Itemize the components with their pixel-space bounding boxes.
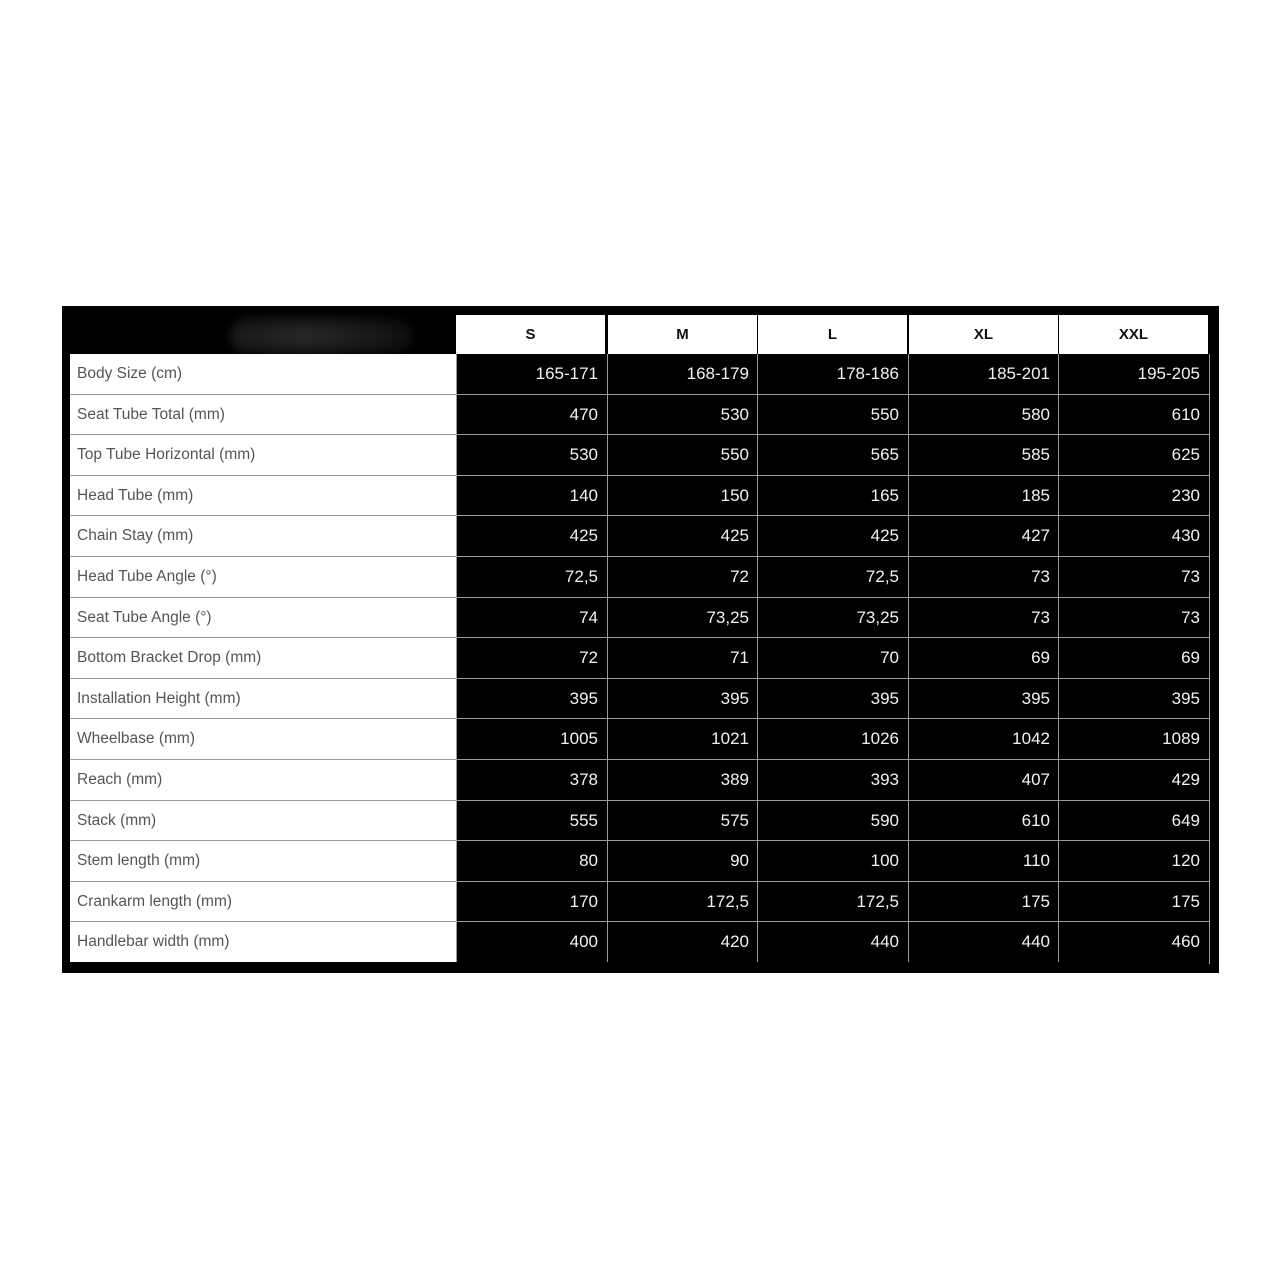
value-cell-s: 400 [456,922,606,962]
row-divider [70,434,1210,435]
row-label: Crankarm length (mm) [70,882,456,922]
value-cell-l: 70 [757,638,907,678]
value-cell-xl: 610 [908,801,1058,841]
size-header-xl: XL [909,315,1058,354]
table-row [70,679,1210,719]
size-header-xxl: XXL [1059,315,1208,354]
row-divider [70,800,1210,801]
value-cell-xl: 580 [908,395,1058,435]
value-cell-xl: 69 [908,638,1058,678]
table-row [70,435,1210,475]
value-cell-xl: 175 [908,882,1058,922]
row-label: Head Tube (mm) [70,476,456,516]
value-cell-xxl: 610 [1058,395,1208,435]
value-cell-l: 100 [757,841,907,881]
size-header-s: S [456,315,605,354]
value-cell-xl: 395 [908,679,1058,719]
table-row [70,395,1210,435]
value-cell-xl: 73 [908,598,1058,638]
row-divider [70,718,1210,719]
value-cell-s: 140 [456,476,606,516]
value-cell-m: 71 [607,638,757,678]
value-cell-l: 178-186 [757,354,907,394]
value-cell-s: 470 [456,395,606,435]
value-cell-xxl: 230 [1058,476,1208,516]
row-divider [70,840,1210,841]
row-label: Stack (mm) [70,801,456,841]
value-cell-xxl: 395 [1058,679,1208,719]
row-label: Seat Tube Angle (°) [70,598,456,638]
value-cell-l: 165 [757,476,907,516]
value-cell-m: 530 [607,395,757,435]
table-row [70,882,1210,922]
table-row [70,922,1210,962]
row-label: Wheelbase (mm) [70,719,456,759]
value-cell-xxl: 429 [1058,760,1208,800]
row-divider [70,475,1210,476]
row-divider [70,394,1210,395]
table-row [70,516,1210,556]
value-cell-l: 395 [757,679,907,719]
value-cell-s: 425 [456,516,606,556]
size-header-l: L [758,315,907,354]
table-row [70,598,1210,638]
table-right-edge [1209,354,1210,964]
row-divider [70,515,1210,516]
value-cell-m: 395 [607,679,757,719]
value-cell-l: 550 [757,395,907,435]
geometry-table [62,306,1219,973]
value-cell-s: 72,5 [456,557,606,597]
value-cell-s: 530 [456,435,606,475]
value-cell-l: 73,25 [757,598,907,638]
value-cell-m: 72 [607,557,757,597]
value-cell-xl: 427 [908,516,1058,556]
value-cell-s: 170 [456,882,606,922]
value-cell-m: 73,25 [607,598,757,638]
row-label: Bottom Bracket Drop (mm) [70,638,456,678]
value-cell-s: 72 [456,638,606,678]
row-divider [70,921,1210,922]
value-cell-m: 575 [607,801,757,841]
value-cell-xl: 73 [908,557,1058,597]
value-cell-xxl: 69 [1058,638,1208,678]
value-cell-s: 165-171 [456,354,606,394]
row-label: Top Tube Horizontal (mm) [70,435,456,475]
table-row [70,557,1210,597]
value-cell-xxl: 195-205 [1058,354,1208,394]
value-cell-l: 72,5 [757,557,907,597]
value-cell-xl: 1042 [908,719,1058,759]
row-label: Chain Stay (mm) [70,516,456,556]
table-row [70,476,1210,516]
blurred-logo-icon [230,316,412,356]
row-divider [70,881,1210,882]
row-label: Body Size (cm) [70,354,456,394]
value-cell-m: 1021 [607,719,757,759]
value-cell-xl: 585 [908,435,1058,475]
value-cell-xxl: 120 [1058,841,1208,881]
row-divider [70,597,1210,598]
size-header-m: M [608,315,757,354]
row-label: Seat Tube Total (mm) [70,395,456,435]
value-cell-s: 378 [456,760,606,800]
value-cell-l: 425 [757,516,907,556]
value-cell-m: 550 [607,435,757,475]
value-cell-m: 425 [607,516,757,556]
value-cell-xl: 185 [908,476,1058,516]
value-cell-xl: 185-201 [908,354,1058,394]
table-row [70,638,1210,678]
row-divider [70,556,1210,557]
row-label: Head Tube Angle (°) [70,557,456,597]
value-cell-s: 80 [456,841,606,881]
row-label: Handlebar width (mm) [70,922,456,962]
value-cell-l: 172,5 [757,882,907,922]
row-divider [70,678,1210,679]
value-cell-xl: 407 [908,760,1058,800]
row-divider [70,637,1210,638]
value-cell-l: 393 [757,760,907,800]
table-row [70,719,1210,759]
value-cell-l: 1026 [757,719,907,759]
value-cell-xxl: 430 [1058,516,1208,556]
value-cell-xl: 440 [908,922,1058,962]
value-cell-m: 90 [607,841,757,881]
value-cell-m: 172,5 [607,882,757,922]
value-cell-xxl: 649 [1058,801,1208,841]
value-cell-m: 150 [607,476,757,516]
row-label: Installation Height (mm) [70,679,456,719]
value-cell-m: 389 [607,760,757,800]
value-cell-xxl: 73 [1058,557,1208,597]
value-cell-m: 420 [607,922,757,962]
row-label: Reach (mm) [70,760,456,800]
value-cell-s: 1005 [456,719,606,759]
value-cell-xxl: 175 [1058,882,1208,922]
value-cell-xl: 110 [908,841,1058,881]
table-row [70,354,1210,394]
table-row [70,760,1210,800]
value-cell-l: 590 [757,801,907,841]
row-divider [70,759,1210,760]
value-cell-xxl: 1089 [1058,719,1208,759]
value-cell-s: 395 [456,679,606,719]
value-cell-s: 555 [456,801,606,841]
value-cell-l: 565 [757,435,907,475]
table-row [70,801,1210,841]
value-cell-xxl: 73 [1058,598,1208,638]
value-cell-xxl: 625 [1058,435,1208,475]
value-cell-l: 440 [757,922,907,962]
value-cell-s: 74 [456,598,606,638]
row-label: Stem length (mm) [70,841,456,881]
table-row [70,841,1210,881]
value-cell-m: 168-179 [607,354,757,394]
value-cell-xxl: 460 [1058,922,1208,962]
